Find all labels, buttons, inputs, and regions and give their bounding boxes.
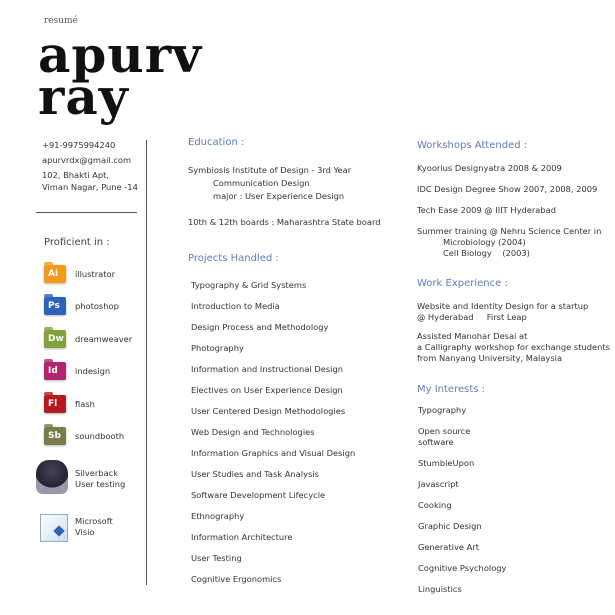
illustrator-icon: Ai: [44, 265, 66, 283]
first-name: apurv: [38, 25, 203, 84]
workshop-line: Cell Biology (2003): [443, 248, 530, 258]
workshop-line: Microbiology (2004): [443, 237, 526, 247]
education-line: Communication Design: [213, 178, 310, 188]
interest-item: Typography: [418, 405, 467, 415]
projects-heading: Projects Handled :: [188, 253, 279, 264]
interest-item: Cooking: [418, 500, 452, 510]
education-heading: Education :: [188, 137, 245, 148]
visio-line1: Microsoft: [75, 516, 113, 526]
email[interactable]: apurvrdx@gmail.com: [42, 155, 132, 165]
project-item: Information Graphics and Visual Design: [191, 448, 356, 458]
flash-icon: Fl: [44, 395, 66, 413]
address-line1: 102, Bhakti Apt,: [42, 170, 109, 180]
project-item: Information and Instructional Design: [191, 364, 343, 374]
skill-label: dreamweaver: [75, 334, 133, 344]
workshops-heading: Workshops Attended :: [417, 140, 528, 151]
last-name: ray: [38, 67, 129, 126]
work-line: a Calligraphy workshop for exchange students: [417, 342, 610, 352]
project-item: Typography & Grid Systems: [191, 280, 307, 290]
interest-item: Linguistics: [418, 584, 462, 594]
interest-item: StumbleUpon: [418, 458, 475, 468]
education-line: major : User Experience Design: [213, 191, 345, 201]
silverback-gorilla-icon: [36, 460, 68, 494]
interest-item: software: [418, 437, 454, 447]
indesign-icon: Id: [44, 362, 66, 380]
project-item: Photography: [191, 343, 244, 353]
work-heading: Work Experience :: [417, 278, 508, 289]
column-divider: [146, 140, 147, 585]
work-line: from Nanyang University, Malaysia: [417, 353, 563, 363]
phone: +91-9975994240: [42, 140, 116, 150]
resume-label: resumé: [44, 16, 78, 26]
work-line: Website and Identity Design for a startup: [417, 301, 589, 311]
interest-item: Javascript: [418, 479, 459, 489]
photoshop-icon: Ps: [44, 297, 66, 315]
education-line: Symbiosis Institute of Design - 3rd Year: [188, 165, 352, 175]
interests-heading: My Interests :: [417, 384, 486, 395]
dreamweaver-icon: Dw: [44, 330, 66, 348]
project-item: Introduction to Media: [191, 301, 280, 311]
project-item: User Testing: [191, 553, 242, 563]
education-line: 10th & 12th boards : Maharashtra State board: [188, 217, 381, 227]
interest-item: Cognitive Psychology: [418, 563, 507, 573]
visio-icon: [40, 514, 68, 542]
skill-label: illustrator: [75, 269, 115, 279]
interest-item: Graphic Design: [418, 521, 482, 531]
project-item: Information Architecture: [191, 532, 293, 542]
skill-label: soundbooth: [75, 431, 125, 441]
project-item: Design Process and Methodology: [191, 322, 329, 332]
project-item: Electives on User Experience Design: [191, 385, 343, 395]
address-line2: Viman Nagar, Pune -14: [42, 182, 138, 192]
proficient-title: Proficient in :: [44, 237, 110, 248]
workshop-line: Tech Ease 2009 @ IIIT Hyderabad: [417, 205, 556, 215]
project-item: Software Development Lifecycle: [191, 490, 326, 500]
project-item: Ethnography: [191, 511, 245, 521]
project-item: User Centered Design Methodologies: [191, 406, 346, 416]
silverback-line1: Silverback: [75, 468, 119, 478]
work-line: Assisted Manohar Desai at: [417, 331, 528, 341]
project-item: Web Design and Technologies: [191, 427, 315, 437]
interest-item: Generative Art: [418, 542, 479, 552]
soundbooth-icon: Sb: [44, 427, 66, 445]
project-item: Cognitive Ergonomics: [191, 574, 282, 584]
workshop-line: Kyoorius Designyatra 2008 & 2009: [417, 163, 562, 173]
workshop-line: Summer training @ Nehru Science Center in: [417, 226, 602, 236]
silverback-line2: User testing: [75, 479, 126, 489]
skill-label: photoshop: [75, 301, 119, 311]
skill-label: flash: [75, 399, 95, 409]
skill-label: indesign: [75, 366, 111, 376]
workshop-line: IDC Design Degree Show 2007, 2008, 2009: [417, 184, 598, 194]
divider: [36, 212, 137, 213]
work-line: @ Hyderabad First Leap: [417, 312, 527, 322]
project-item: User Studies and Task Analysis: [191, 469, 319, 479]
visio-line2: Visio: [75, 527, 95, 537]
interest-item: Open source: [418, 426, 471, 436]
